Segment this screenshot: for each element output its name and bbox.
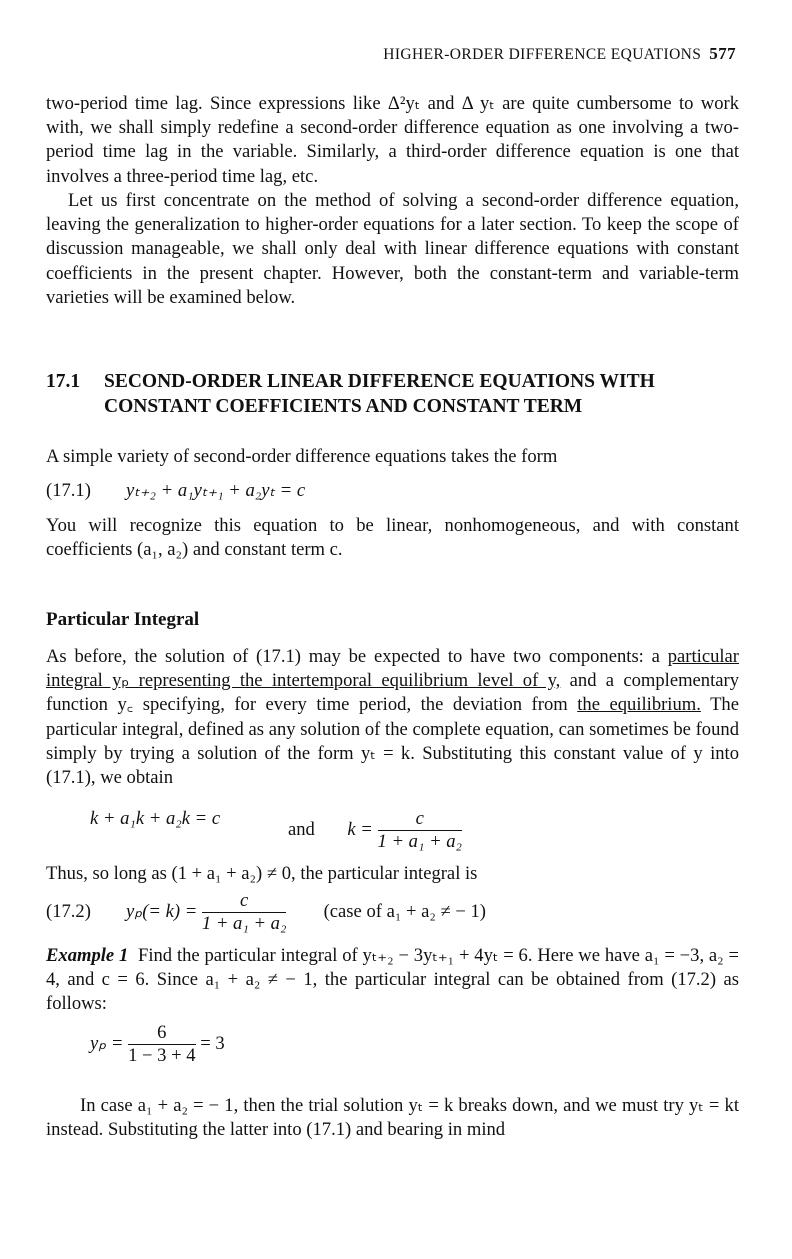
equation-2-case: (case of a₁ + a₂ ≠ − 1) [323,900,486,922]
p3-part-a: As before, the solution of (17.1) may be expected to have two components: a [46,646,660,667]
p3-part-e: The particular integral, defined as any solution of the complete equation, can sometimes be found simply by trying a solution of the form yₜ = k. Substituting this constant value of y into (17.1), we obtain [46,694,739,789]
calc-numerator: 6 [128,1022,195,1045]
paragraph-2: Let us first concentrate on the method of solving a second-order difference equation, leaving the generalization to higher-order equations for a later section. To keep the scope of discussion manageable, we shall only deal with linear difference equations with constant coefficients in the present chapter. However, both the constant-term and variable-term varieties will be examined below. [46,190,739,308]
section-intro: A simple variety of second-order difference equations takes the form [46,446,558,467]
equation-2-label: (17.2) [46,900,91,922]
section-title-line1: SECOND-ORDER LINEAR DIFFERENCE EQUATIONS WITH [104,371,655,392]
equation-label: (17.1) [46,480,91,501]
closing-paragraph: In case a₁ + a₂ = − 1, then the trial solution yₜ = k breaks down, and we must try yₜ = kt instead. Substituting the latter into (17.1) and bearing in mind [46,1095,739,1141]
and-word: and [288,818,315,840]
paragraph-particular-integral [46,645,739,790]
section-number: 17.1 [46,371,81,392]
section-title-line2: CONSTANT COEFFICIENTS AND CONSTANT TERM [104,396,583,417]
calc-fraction [128,1022,195,1067]
k-denominator: 1 + a₁ + a₂ [377,831,463,852]
calc-rhs: = 3 [200,1032,225,1054]
equation-body: yₜ₊₂ + a₁yₜ₊₁ + a₂yₜ = c [126,480,306,501]
running-title: HIGHER-ORDER DIFFERENCE EQUATIONS [383,46,702,63]
p3-part-b: particular integral yₚ representing the intertemporal equilibrium level of y, [46,646,739,692]
example-text: Find the particular integral of yₜ₊₂ − 3yₜ₊₁ + 4yₜ = 6. Here we have a₁ = −3, a₂ = 4, and c = 6. Since a₁ + a₂ ≠ − 1, the particular integral can be obtained from (17.2) as follows: [46,945,739,1015]
running-header [383,44,736,64]
k-numerator: c [378,808,463,831]
example-calculation [90,1022,225,1067]
p3-part-d: the equilibrium. [577,694,701,716]
paragraph-1: two-period time lag. Since expressions like Δ²yₜ and Δ yₜ are quite cumbersome to work with, we shall simply redefine a second-order difference equation as one involving a two-period time lag in the variable. Similarly, a third-order difference equation is one that involves a three-period time lag, etc. [46,93,739,187]
display-k-sum [90,808,220,830]
k-sum-expression: k + a₁k + a₂k = c [90,808,221,829]
calc-lhs: yₚ = [90,1032,124,1054]
paragraph-after-equation: You will recognize this equation to be linear, nonhomogeneous, and with constant coefficients (a₁, a₂) and constant term c. [46,515,739,561]
page-number: 577 [709,44,736,63]
equation-17-2 [46,890,486,935]
subsection-title: Particular Integral [46,609,200,630]
equation-2-numerator: c [202,890,287,913]
example-label: Example 1 [46,945,129,966]
section-heading [46,369,746,419]
equation-2-denominator: 1 + a₁ + a₂ [201,913,287,934]
equation-17-1 [46,480,305,502]
paragraph-condition: Thus, so long as (1 + a₁ + a₂) ≠ 0, the particular integral is [46,863,478,884]
k-equals: k = [347,818,373,840]
equation-2-fraction [202,890,287,935]
equation-2-lhs: yₚ(= k) = [126,900,198,922]
p3-part-c: and a complementary function y꜀ specifying, for every time period, the deviation from [46,670,739,716]
display-k-solution [288,808,462,853]
example-1 [46,944,739,1017]
calc-denominator: 1 − 3 + 4 [128,1045,196,1066]
k-fraction [378,808,463,853]
